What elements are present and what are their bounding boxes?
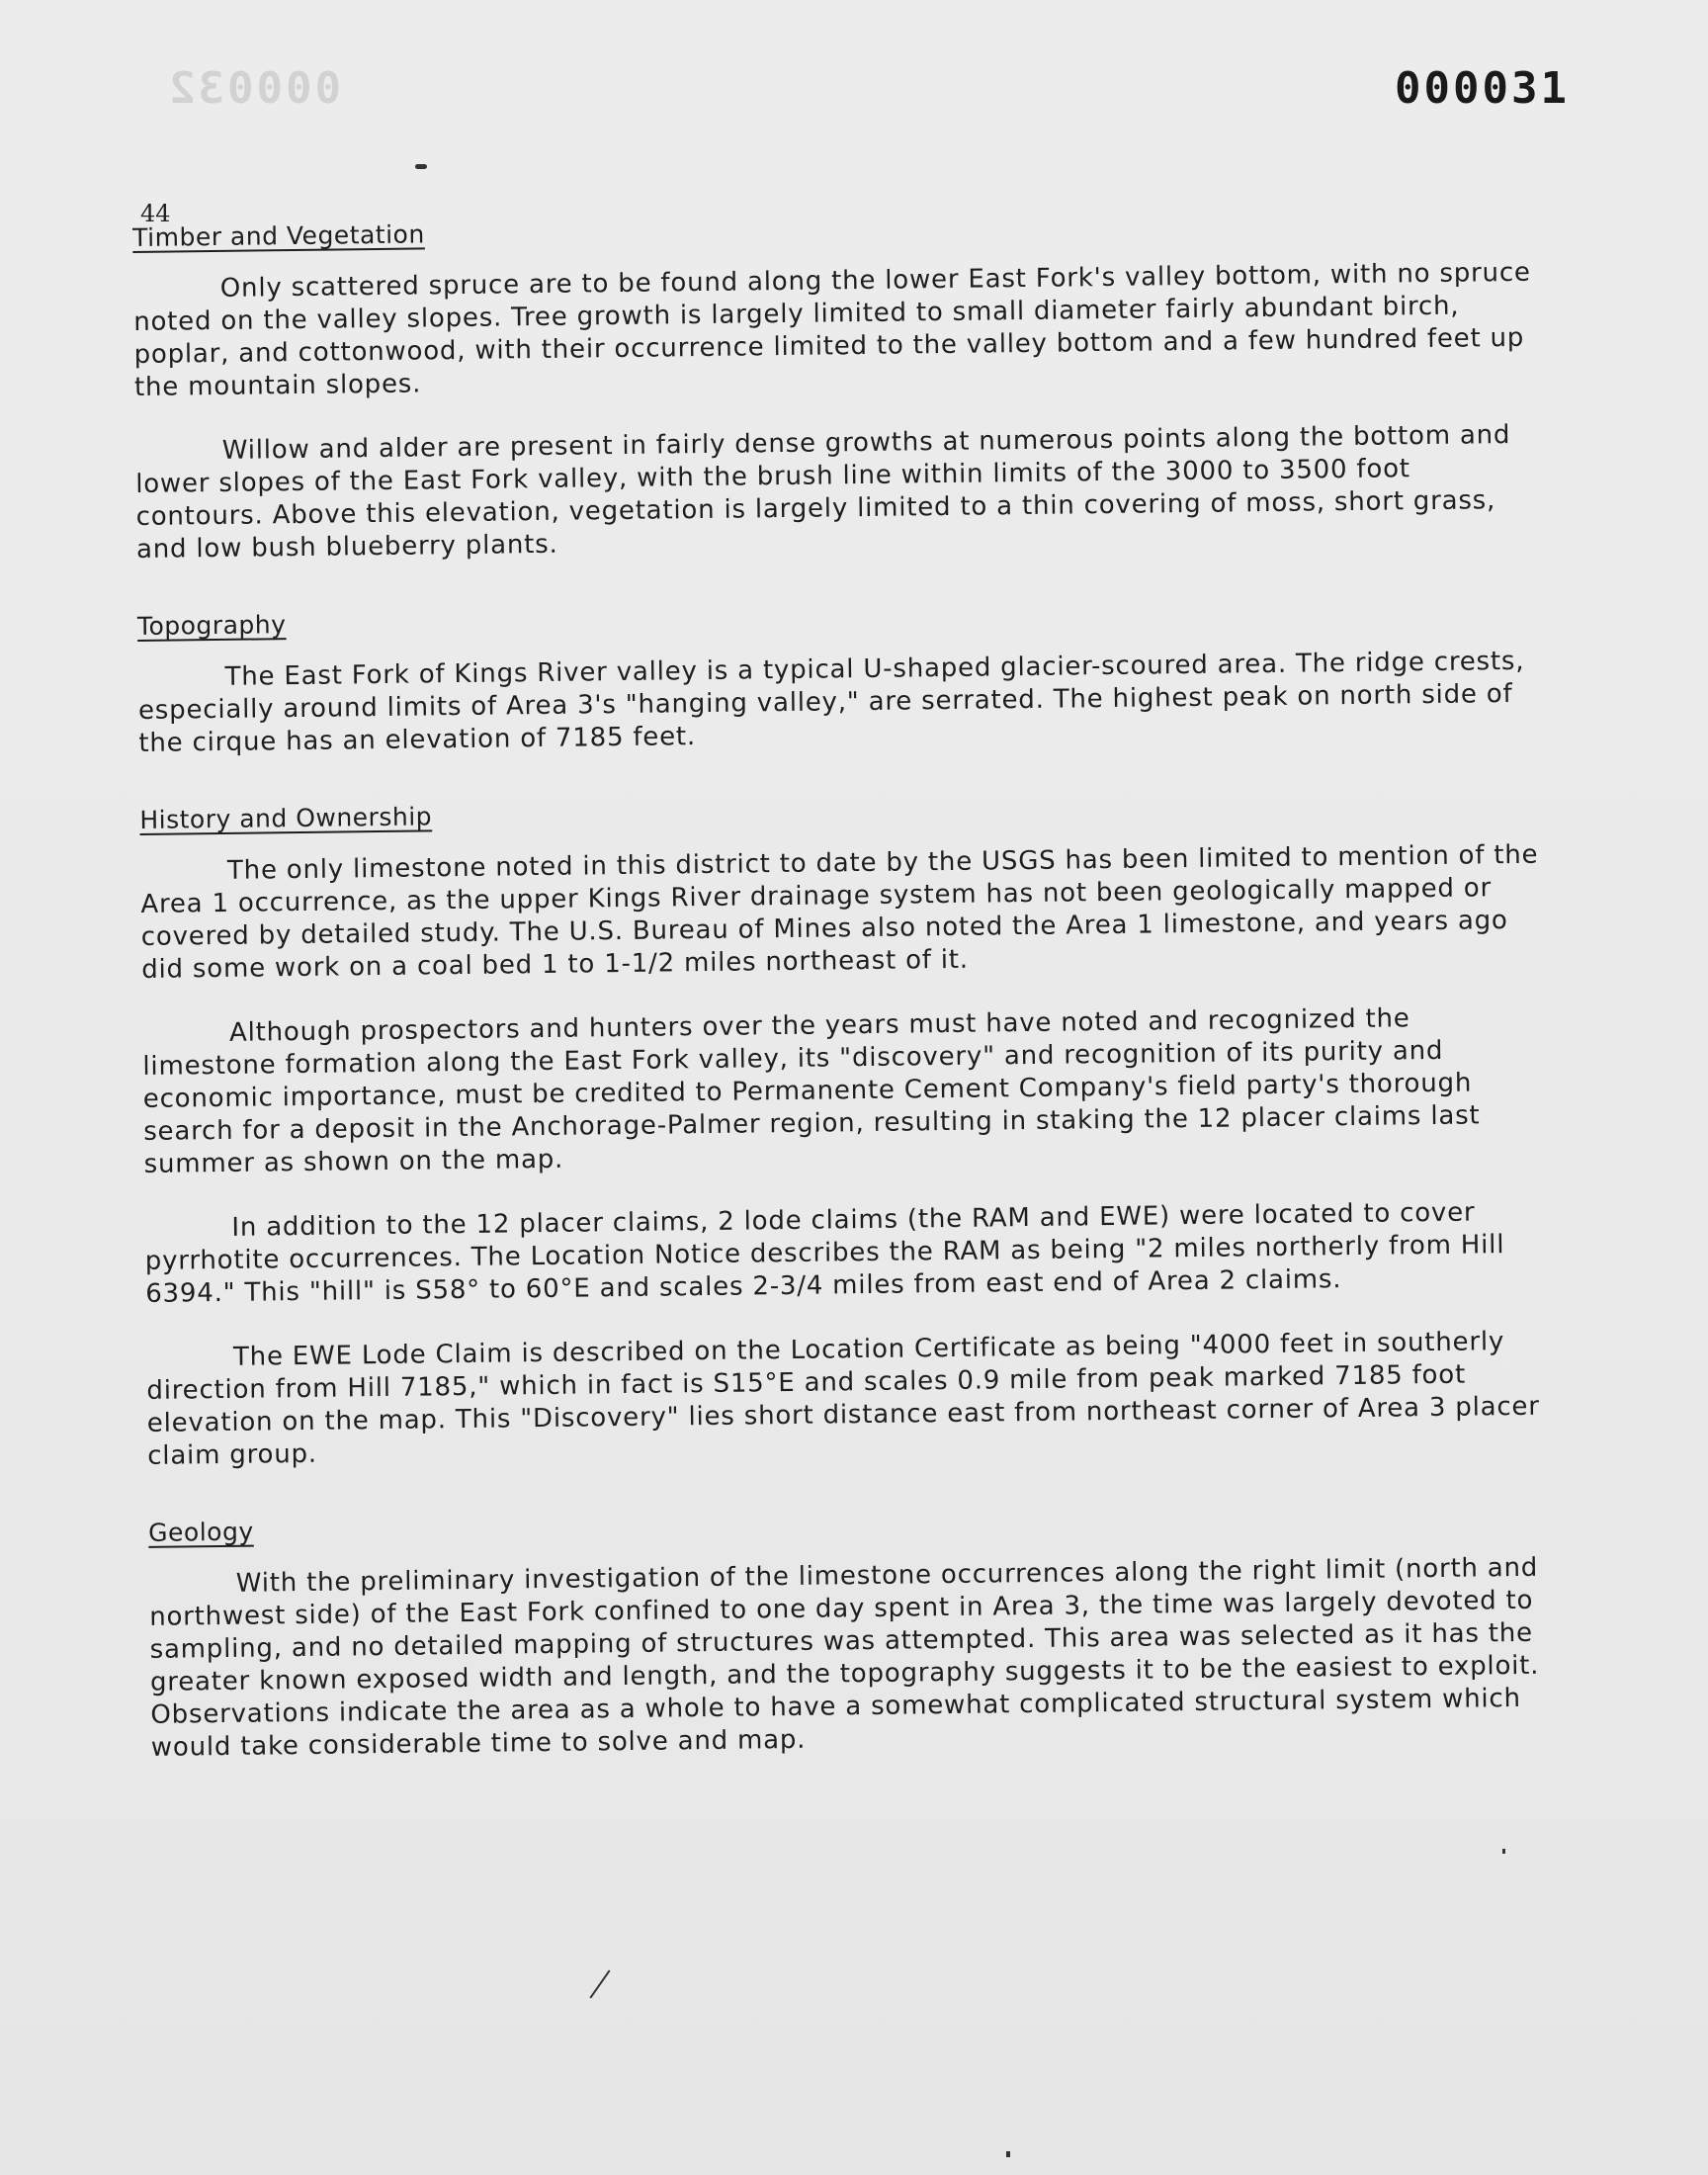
paragraph: The EWE Lode Claim is described on the Location Certificate as being "4000 feet in southerly direction from Hill 7185," which in fact is S15°E and scales 0.9 mile from peak marked 7185 foot elevation on the map. This "Discovery" lies short distance east from northeast corner of Area 3 placer claim group. <box>146 1327 1540 1471</box>
section-timber-vegetation <box>132 207 1540 566</box>
document-body <box>132 207 1555 1796</box>
page-number: 44 <box>140 200 171 227</box>
section-topography <box>137 595 1543 760</box>
bleed-through-stamp: 000032 <box>166 63 341 114</box>
pen-stroke <box>589 1970 610 1999</box>
paragraph: Willow and alder are present in fairly dense growths at numerous points along the bottom and lower slopes of the East Fork valley, with the brush line within limits of the 3000 to 3500 foot contours. Above this elevation, vegetation is largely limited to a thin covering of moss, short grass, and low bush blueberry plants. <box>135 419 1511 565</box>
bates-stamp: 000031 <box>1395 63 1570 114</box>
section-heading: History and Ownership <box>139 802 433 834</box>
paragraph: In addition to the 12 placer claims, 2 lode claims (the RAM and EWE) were located to cover pyrrhotite occurrences. The Location Notice describes the RAM as being "2 miles northerly from Hill 6394." This "hill" is S58° to 60°E and scales 2-3/4 miles from east end of Area 2 claims. <box>144 1197 1505 1309</box>
section-heading: Geology <box>148 1517 254 1547</box>
scan-speck <box>1502 1849 1505 1854</box>
section-heading: Topography <box>136 610 287 641</box>
section-geology <box>148 1502 1555 1765</box>
scan-speck <box>415 164 427 169</box>
scan-speck <box>1006 2151 1010 2157</box>
paragraph: Although prospectors and hunters over the years must have noted and recognized the limestone formation along the East Fork valley, its "discovery" and recognition of its purity and economic importance, must be credited to Permanente Cement Company's field party's thorough search for a deposit in the Anchorage-Palmer region, resulting in staking the 12 placer claims last summer as shown on the map. <box>142 1003 1481 1179</box>
paragraph: The East Fork of Kings River valley is a typical U-shaped glacier-scoured area. The ridge crests, especially around limits of Area 3's "hanging valley," are serrated. The highest peak on north side of the cirque has an elevation of 7185 feet. <box>137 646 1525 758</box>
paragraph: With the preliminary investigation of the limestone occurrences along the right limit (north and northwest side) of the East Fork confined to one day spent in Area 3, the time was largely devoted to sampling, and no detailed mapping of structures was attempted. This area was selected as it has the greater known exposed width and length, and the topography suggests it to be the easiest to exploit. Observations indicate the area as a whole to have a somewhat complicated structural system which would take considerable time to solve and map. <box>149 1552 1540 1763</box>
paragraph: Only scattered spruce are to be found along the lower East Fork's valley bottom, with no spruce noted on the valley slopes. Tree growth is largely limited to small diameter fairly abundant birch, poplar, and cottonwood, with their occurrence limited to the valley bottom and a few hundred feet up the mountain slopes. <box>133 257 1531 402</box>
paragraph: The only limestone noted in this district to date by the USGS has been limited to mention of the Area 1 occurrence, as the upper Kings River drainage system has not been geologically mapped or covered by detailed study. The U.S. Bureau of Mines also noted the Area 1 limestone, and years ago did some work on a coal bed 1 to 1-1/2 miles northeast of it. <box>140 839 1539 985</box>
section-history-ownership <box>139 789 1551 1473</box>
section-heading: Timber and Vegetation <box>132 219 425 252</box>
